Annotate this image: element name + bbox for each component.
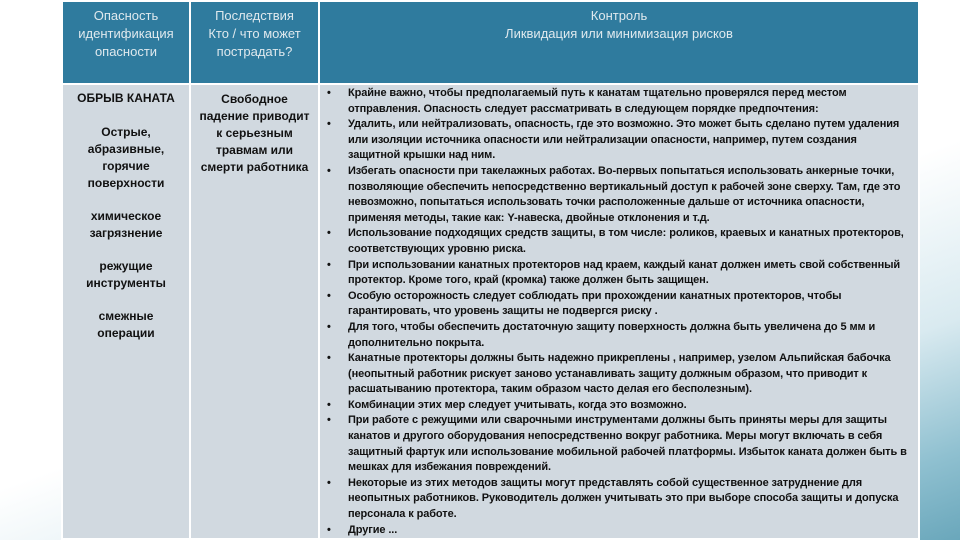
consequence-text: Свободное падение приводит к серьезным травмам или смерти работника bbox=[199, 92, 310, 174]
control-list bbox=[320, 85, 918, 538]
body-row bbox=[62, 84, 919, 539]
hazard-item: ОБРЫВ КАНАТА bbox=[77, 91, 175, 105]
control-item: • Другие ... bbox=[348, 523, 910, 539]
header-text: Ликвидация или минимизация рисков bbox=[505, 26, 733, 41]
control-item: • Крайне важно, чтобы предполагаемый путь к канатам тщательно проверялся перед местом отправления. Опасность следует рассматривать в следующем порядке предпочтения: bbox=[348, 86, 910, 117]
hazard-item: режущие инструменты bbox=[86, 259, 166, 290]
header-text: Последствия bbox=[215, 8, 294, 23]
header-text: пострадать? bbox=[216, 44, 293, 59]
control-cell bbox=[319, 84, 919, 539]
risk-table bbox=[61, 0, 920, 540]
header-text: идентификация bbox=[78, 26, 174, 41]
hazard-item: химическое загрязнение bbox=[89, 209, 163, 240]
control-item: • При работе с режущими или сварочными инструментами должны быть приняты меры для защиты канатов и другого оборудования непосредственно вокруг работника. Меры могут включать в себя защитный фартук или использование мобильной рабочей платформы. Избыток каната должен быть в мешках для избежания повреждений. bbox=[348, 413, 910, 475]
control-item: • Канатные протекторы должны быть надежно прикреплены , например, узелом Альпийская бабочка (неопытный работник рискует заново устанавливать защиту должным образом, что приводит к расшатыванию протектора, таким образом часто делая его бесполезным). bbox=[348, 351, 910, 398]
header-text: Контроль bbox=[590, 8, 648, 23]
header-row bbox=[62, 1, 919, 84]
consequence-cell bbox=[190, 84, 319, 539]
header-hazard bbox=[62, 1, 190, 84]
control-item: • Для того, чтобы обеспечить достаточную защиту поверхность должна быть увеличена до 5 мм и дополнительно покрыта. bbox=[348, 320, 910, 351]
header-text: Кто / что может bbox=[208, 26, 301, 41]
control-item: • Комбинации этих мер следует учитывать, когда это возможно. bbox=[348, 398, 910, 414]
control-item: • Избегать опасности при такелажных работах. Во-первых попытаться использовать анкерные точки, позволяющие обеспечить непосредственно вертикальный доступ к рабочей зоне сверху. Там, где это невозможно, попытаться использовать точки расположенные дальше от источника опасности, применяя методы, такие как: Y-навеска, двойные отклонения и т.д. bbox=[348, 164, 910, 226]
header-text: опасности bbox=[94, 44, 158, 59]
control-item: • При использовании канатных протекторов над краем, каждый канат должен иметь свой собственный протектор. Кроме того, край (кромка) также должен быть защищен. bbox=[348, 258, 910, 289]
hazard-item: Острые, абразивные, горячие поверхности bbox=[87, 125, 165, 190]
header-control bbox=[319, 1, 919, 84]
header-consequence bbox=[190, 1, 319, 84]
control-item: • Особую осторожность следует соблюдать при прохождении канатных протекторов, чтобы гарантировать, что уровень защиты не подвергся риску . bbox=[348, 289, 910, 320]
control-item: • Использование подходящих средств защиты, в том числе: роликов, краевых и канатных протекторов, соответствующих уровню риска. bbox=[348, 226, 910, 257]
control-item: • Удалить, или нейтрализовать, опасность, где это возможно. Это может быть сделано путем удаления или изоляции источника опасности или нейтрализации опасности, например, путем создания защитной крышки над ним. bbox=[348, 117, 910, 164]
hazard-item: смежные операции bbox=[97, 309, 155, 340]
hazard-cell bbox=[62, 84, 190, 539]
control-item: • Некоторые из этих методов защиты могут представлять собой существенное затруднение для неопытных работников. Руководитель должен учитывать это при выборе способа защиты и допуска персонала к работе. bbox=[348, 476, 910, 523]
header-text: Опасность bbox=[93, 8, 159, 23]
